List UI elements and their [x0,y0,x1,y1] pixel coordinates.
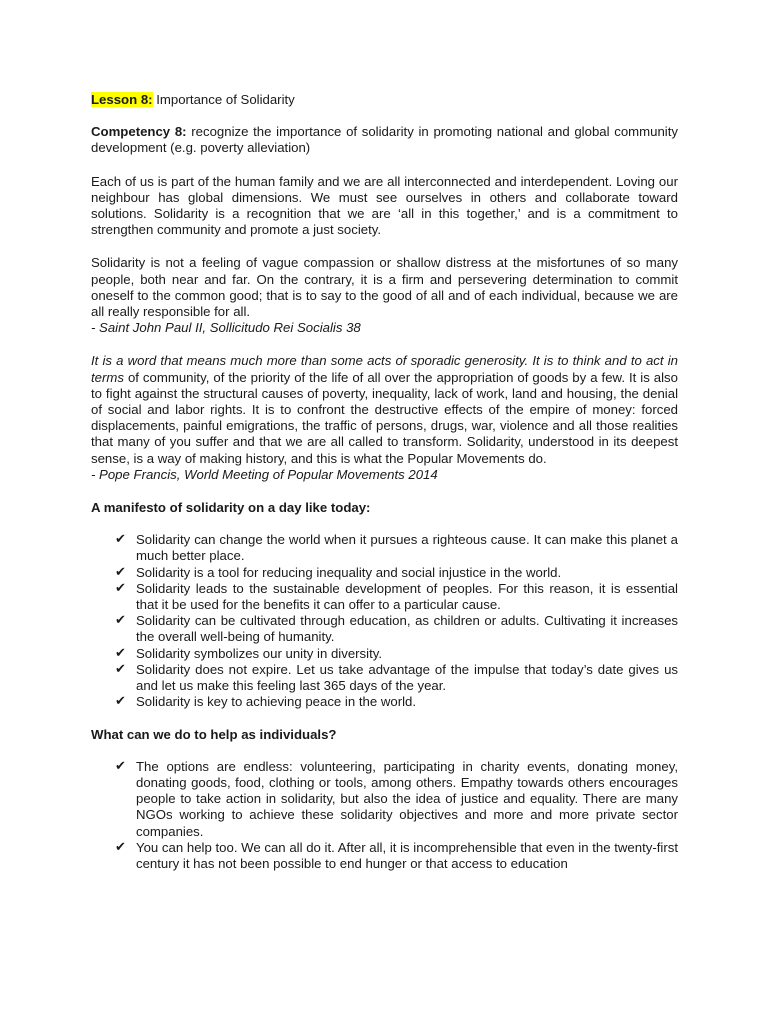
check-icon: ✔ [115,532,126,548]
check-icon: ✔ [115,613,126,629]
individuals-list [91,759,678,872]
list-item: ✔ Solidarity is a tool for reducing inequality and social injustice in the world. [115,564,562,580]
check-icon: ✔ [115,839,126,855]
individuals-heading: What can we do to help as individuals? [91,726,337,742]
list-item: ✔ Solidarity can change the world when it pursues a righteous cause. It can make this planet a much better place. [115,532,678,564]
lesson-title-line [91,92,678,108]
list-item: ✔ Solidarity can be cultivated through education, as children or adults. Cultivating it increases the overall well-being of humanity. [115,613,678,645]
quote-pope-francis [91,353,678,483]
competency-paragraph [91,124,678,156]
check-icon: ✔ [115,661,126,677]
quote-pope-francis-text [91,353,678,466]
list-item: ✔ Solidarity symbolizes our unity in diversity. [115,645,383,661]
quote-john-paul [91,255,678,336]
check-icon: ✔ [115,694,126,710]
check-icon: ✔ [115,580,126,596]
quote-pope-francis-body: of community, of the priority of the life of all over the appropriation of goods by a few. It is also to fight against the structural causes of poverty, inequality, lack of work, land and housing, the denial of social and labor rights. It is to confront the destructive effects of the empire of money: forced displacements, painful emigrations, the traffic of persons, drugs, war, violence and all those realities that many of you suffer and that we are all called to transform. Solidarity, understood in its deepest sense, is a way of making history, and this is what the Popular Movements do. [91,369,678,466]
competency-label: Competency 8: [91,124,187,140]
competency-text: recognize the importance of solidarity in promoting national and global community development (e.g. poverty alleviation) [91,124,678,156]
check-icon: ✔ [115,564,126,580]
document-page [91,92,678,888]
manifesto-heading: A manifesto of solidarity on a day like today: [91,500,371,516]
quote-pope-francis-attribution: - Pope Francis, World Meeting of Popular Movements 2014 [91,466,438,482]
list-item: ✔ The options are endless: volunteering, participating in charity events, donating money, donating goods, food, clothing or tools, among others. Empathy towards others encourages people to take action in solidarity, but also the idea of justice and equality. There are many NGOs working to achieve these solidarity objectives and more and more private sector companies. [115,758,678,839]
check-icon: ✔ [115,645,126,661]
manifesto-list [91,532,678,710]
intro-paragraph: Each of us is part of the human family and we are all interconnected and interdependent. Loving our neighbour has global dimensions. We must see ourselves in others and collaborate toward solutions. Solidarity is a recognition that we are ‘all in this together,’ and is a commitment to strengthen community and promote a just society. [91,173,678,238]
list-item: ✔ Solidarity is key to achieving peace in the world. [115,694,417,710]
quote-john-paul-attribution: - Saint John Paul II, Sollicitudo Rei Socialis 38 [91,320,361,336]
quote-pope-francis-italic: It is a word that means much more than some acts of sporadic generosity. It is to think and to act in terms [91,353,678,385]
check-icon: ✔ [115,758,126,774]
quote-john-paul-text: Solidarity is not a feeling of vague compassion or shallow distress at the misfortunes of so many people, both near and far. On the contrary, it is a firm and persevering determination to commit oneself to the common good; that is to say to the good of all and of each individual, because we are all really responsible for all. [91,255,678,320]
list-item: ✔ You can help too. We can all do it. After all, it is incomprehensible that even in the twenty-first century it has not been possible to end hunger or that access to education [115,839,678,871]
list-item: ✔ Solidarity does not expire. Let us take advantage of the impulse that today’s date gives us and let us make this feeling last 365 days of the year. [115,661,678,694]
lesson-label: Lesson 8: [91,92,153,107]
lesson-title: Importance of Solidarity [152,92,295,107]
list-item: ✔ Solidarity leads to the sustainable development of peoples. For this reason, it is essential that it be used for the benefits it can offer to a particular cause. [115,580,678,613]
